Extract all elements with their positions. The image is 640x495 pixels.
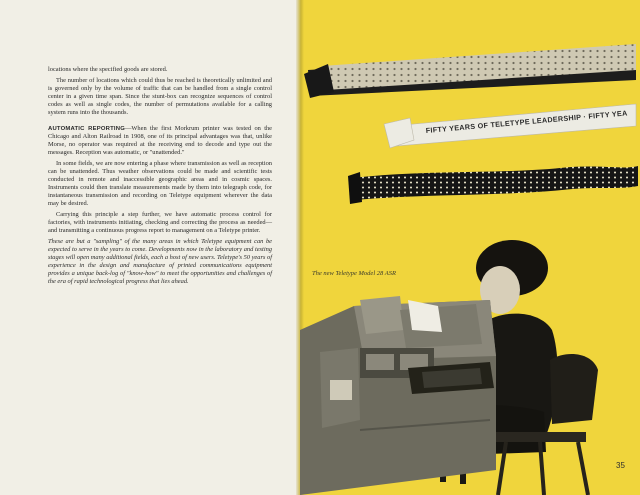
tape-printed-text: FIFTY YEARS OF TELETYPE LEADERSHIP · FIFTY YEA	[425, 108, 628, 135]
closing-paragraph: These are but a "sampling" of the many areas in which Teletype equipment can be expected to serve in the years to come. Developments now in the laboratory and testing stages will open many additional fields, each a host of new users. Teletype's 50 years of experience in the design and manufacture of printed communications equipment provides a unique back-log of "know-how" to meet the opportunities and challenges of the era of rapid technological progress that lies ahead.	[48, 237, 272, 286]
paper-tape-strip-2	[384, 104, 636, 148]
teletype-model-28-machine	[300, 296, 496, 495]
paragraph-3	[48, 125, 272, 157]
paragraph-5: Carrying this principle a step further, we have automatic process control for factories, with instruments initiating, checking and correcting the process as needed—and transmitting a continuous progress report to management on a Teletype printer.	[48, 211, 272, 235]
page-number: 35	[616, 461, 625, 470]
article-body	[48, 66, 272, 289]
paragraph-4: In some fields, we are now entering a phase where transmission as well as reception can be unattended. Thus weather observations could be made and scientific tests conducted in remote and inaccessible geographic areas and in cosmic spaces. Instruments could then translate measurements made by them into telegraph code, for instantaneous transmission and recording on Teletype equipment wherever the data may be desired.	[48, 159, 272, 208]
paragraph-2: The number of locations which could thus be reached is theoretically unlimited and is governed only by the volume of traffic that can be handled from a single control center in a given time span. Since the stunt-box can recognize sequences of control codes as well as single codes, the number of permutations available for a calling system runs into the thousands.	[48, 76, 272, 116]
photo-collage	[300, 0, 640, 495]
paper-tape-strip-3	[348, 166, 638, 204]
run-in-heading: AUTOMATIC REPORTING	[48, 126, 125, 133]
paper-tape-strip-1	[304, 44, 636, 98]
paragraph-1: locations where the specified goods are stored.	[48, 66, 168, 73]
photo-caption: The new Teletype Model 28 ASR	[312, 270, 396, 277]
paragraph-3-text: —When the first Morkrum printer was tested on the Chicago and Alton Railroad in 1908, one of its principal advantages was that, unlike Morse, no operator was required at the receiving end to decode and type out the messages. Reception was automatic, or "unattended."	[48, 125, 273, 157]
